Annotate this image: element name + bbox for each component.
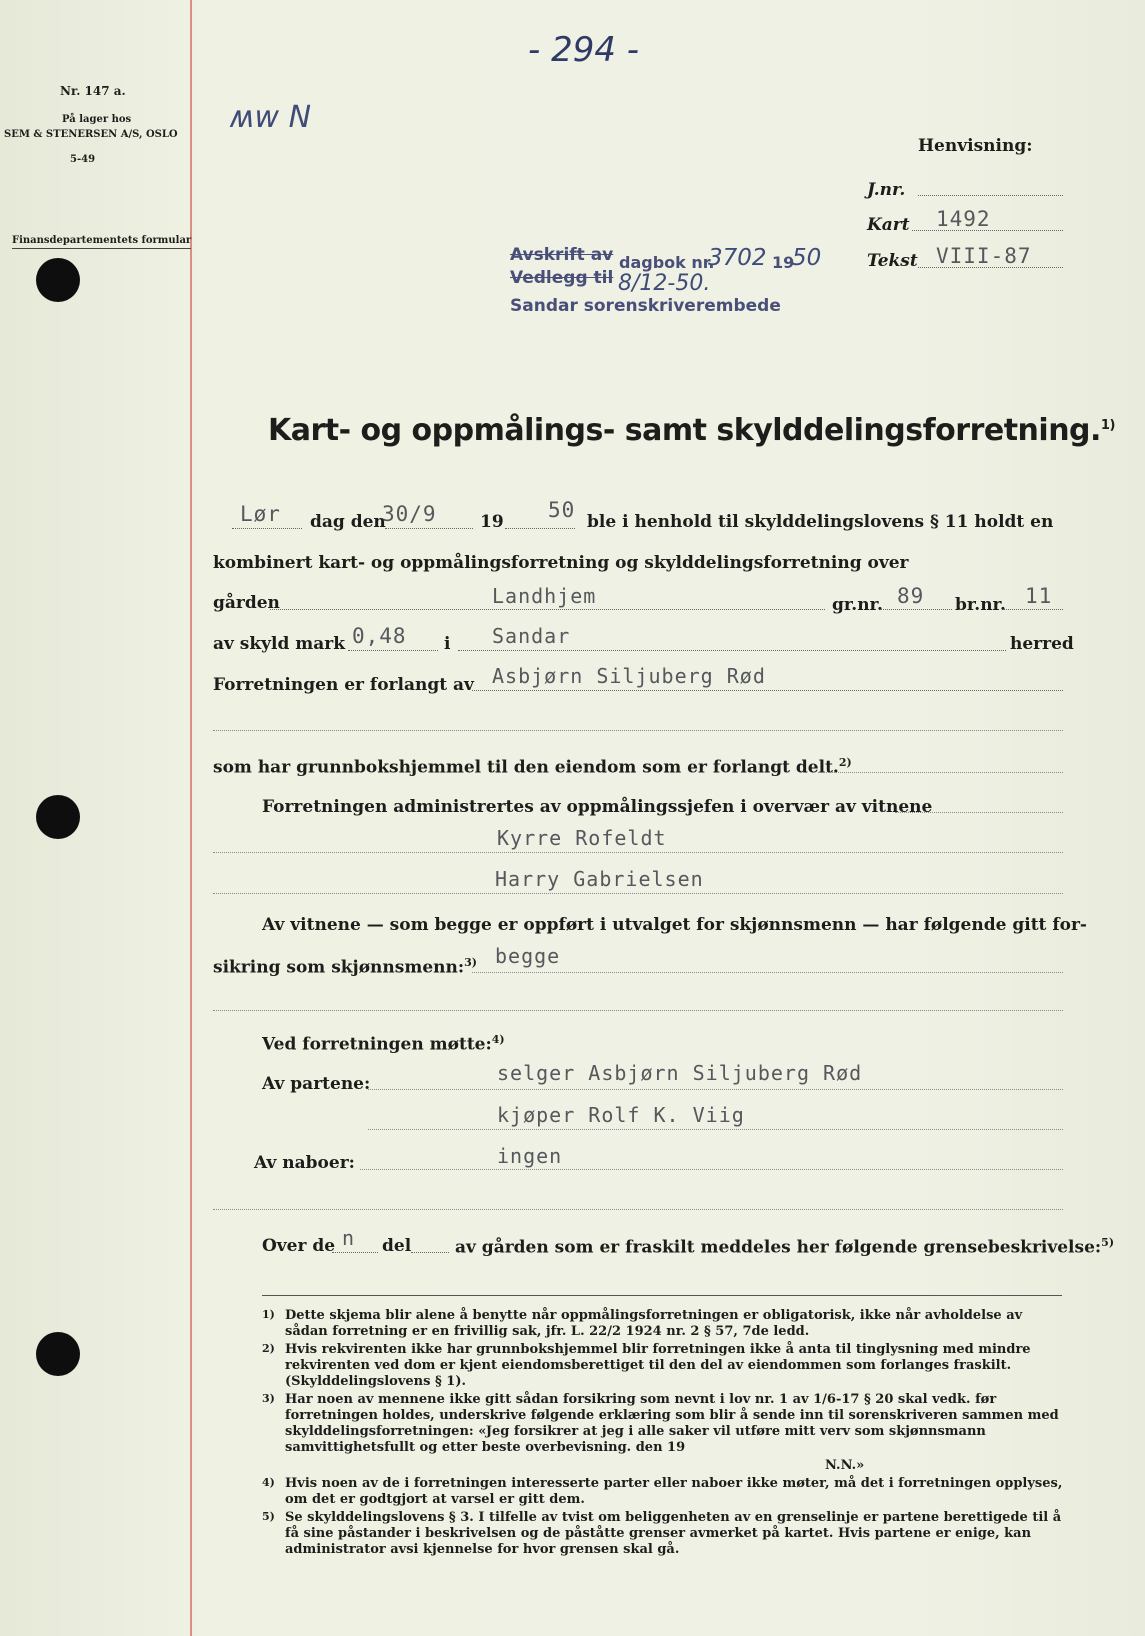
party1-value: selger Asbjørn Siljuberg Rød [497,1061,863,1085]
over-rest [455,1236,1114,1258]
blank-line-3 [213,1209,1063,1210]
over-de-label: Over de [262,1236,336,1256]
footnote-2-number: 2) [262,1342,275,1355]
vitner-line2-text: sikring som skjønnsmenn: [213,957,465,978]
footnote-3-signature: N.N.» [825,1458,865,1473]
requester-value: Asbjørn Siljuberg Rød [492,664,766,688]
stamp-office: Sandar sorenskriverembede [510,296,781,316]
year-prefix: 19 [480,512,504,532]
sentence1-rest: ble i henhold til skylddelingslovens § 11 holdt en [587,512,1054,532]
grnr-value: 89 [897,584,925,608]
footnote-4-number: 4) [262,1476,275,1489]
neighbours-value: ingen [497,1144,563,1168]
footnote-4-text: Hvis noen av de i forretningen interesserte parter eller naboer ikke møter, må det i forretningen opplyses, om det er godtgjort at varsel er gitt dem. [285,1476,1063,1507]
party1-line [368,1089,1063,1090]
stamp-dagbok-number: 3702 [708,245,767,271]
punch-hole-middle [36,795,80,839]
skyld-value: 0,48 [352,624,407,648]
form-edition: 5-49 [70,154,96,165]
stamp-date-hand: 8/12-50. [618,271,711,296]
hjemmel-text [213,756,852,778]
tekst-value: VIII-87 [936,244,1032,268]
footnote-3-number: 3) [262,1392,275,1405]
vitner-value: begge [495,944,561,968]
stamp-dagbok-label: dagbok nr. [619,253,715,272]
kart-label: Kart [867,215,910,235]
municipality-value: Sandar [492,624,571,648]
over-rest-text: av gården som er fraskilt meddeles her følgende grensebeskrivelse: [455,1237,1102,1258]
garden-label: gården [213,593,280,613]
municipality-line [458,650,1006,651]
form-title-text: Kart- og oppmålings- samt skylddelingsforretning. [268,413,1101,448]
admin-text: Forretningen administrertes av oppmålingssjefen i overvær av vitnene [262,797,933,817]
form-title-footnote: 1) [1100,418,1115,433]
brnr-value: 11 [1025,584,1053,608]
witness2-line [213,893,1063,894]
form-title [268,413,1115,448]
witness1-value: Kyrre Rofeldt [497,826,667,850]
weekday-line [232,528,302,529]
form-stock-line1: På lager hos [62,114,132,125]
admin-line [895,812,1063,813]
jnr-line [918,195,1063,196]
weekday-value: Lør [240,502,281,526]
footnote-5-text: Se skylddelingslovens § 3. I tilfelle av tvist om beliggenheten av en grenselinje er partene berettigede til å få sine påstander i beskrivelsen og de påståtte grenser avmerket på kartet. Hvis partene er enige, kan administrator avsi kjennelse for hvor grensen skal gå. [285,1510,1062,1557]
forlangt-label: Forretningen er forlangt av [213,675,474,695]
year-suffix: 50 [548,498,576,522]
farm-line [270,609,825,610]
i-label: i [444,634,451,654]
over-n-value: n [342,1226,356,1250]
partene-label: Av partene: [262,1074,371,1094]
brnr-label: br.nr. [955,595,1006,615]
handwritten-initials: ʍw N [230,100,312,135]
kart-value: 1492 [936,207,991,231]
vitner-line [472,972,1063,973]
punch-hole-top [36,258,80,302]
stamp-year-hand: 50 [792,245,822,271]
vitner-footnote: 3) [464,956,477,969]
hjemmel-text-body: som har grunnbokshjemmel til den eiendom som er forlangt delt. [213,757,839,778]
farm-value: Landhjem [492,584,597,608]
hjemmel-line [818,772,1063,773]
del-line [411,1252,449,1253]
sentence2: kombinert kart- og oppmålingsforretning og skylddelingsforretning over [213,553,909,573]
footnote-1-text: Dette skjema blir alene å benytte når oppmålingsforretningen er obligatorisk, ikke når avholdelse av sådan forretning er en frivillig sak, jfr. L. 22/2 1924 nr. 2 § 57, 7de ledd. [285,1308,1023,1339]
neighbours-line [360,1169,1063,1170]
date-line [385,528,473,529]
footnote-5-number: 5) [262,1510,275,1523]
naboer-label: Av naboer: [254,1153,355,1173]
vitner-line2 [213,956,477,978]
footnote-separator [262,1295,1062,1296]
party2-line [368,1129,1063,1130]
over-footnote: 5) [1101,1236,1115,1249]
stamp-vedlegg: Vedlegg til [510,268,614,288]
hjemmel-footnote: 2) [838,756,852,769]
skyld-label: av skyld mark [213,634,346,654]
footnote-1-number: 1) [262,1308,275,1321]
party2-value: kjøper Rolf K. Viig [497,1103,745,1127]
stamp-year-printed: 19 [772,253,795,272]
punch-hole-bottom [36,1332,80,1376]
form-issuer: Finansdepartementets formular [12,233,191,249]
form-stock-line2: SEM & STENERSEN A/S, OSLO [4,129,178,140]
herred-label: herred [1010,634,1074,654]
footnote-2-text: Hvis rekvirenten ikke har grunnbokshjemmel blir forretningen ikke å anta til tinglysning med mindre rekvirenten ved dom er kjent eiendomsberettiget til den del av eiendommen som forlanges fraskilt. (Skylddelingslovens § 1). [285,1342,1031,1389]
year-line [505,528,575,529]
grnr-label: gr.nr. [832,595,883,615]
form-number: Nr. 147 a. [60,84,126,98]
requester-line [472,690,1063,691]
footnote-3-text: Har noen av mennene ikke gitt sådan forsikring som nevnt i lov nr. 1 av 1/6-17 § 20 skal vedk. før forretningen holdes, underskrive følgende erklæring som blir å sende inn til sorenskriveren sammen med skylddelingsforretningen: «Jeg forsikrer at jeg i alle saker vil utføre mitt verv som skjønnsmann samvittighetsfullt og etter beste overbevisning. den 19 [285,1392,1059,1455]
stamp-avskrift: Avskrift av [510,245,614,265]
mote-label [262,1033,505,1055]
blank-line-2 [213,1010,1063,1011]
witness2-value: Harry Gabrielsen [495,867,704,891]
grnr-line [880,609,952,610]
page-number: - 294 - [528,30,640,70]
vitner-line1: Av vitnene — som begge er oppført i utvalget for skjønnsmenn — har følgende gitt for- [262,915,1087,935]
brnr-line [1003,609,1063,610]
skyld-line [348,650,438,651]
mote-label-text: Ved forretningen møtte: [262,1034,492,1055]
jnr-label: J.nr. [867,180,906,200]
reference-heading: Henvisning: [918,136,1033,156]
witness1-line [213,852,1063,853]
blank-line-1 [213,730,1063,731]
dag-den-label: dag den [310,512,386,532]
mote-footnote: 4) [491,1033,505,1046]
tekst-label: Tekst [867,251,918,271]
del-label: del [382,1236,412,1256]
date-value: 30/9 [382,502,437,526]
over-n-line [332,1252,378,1253]
